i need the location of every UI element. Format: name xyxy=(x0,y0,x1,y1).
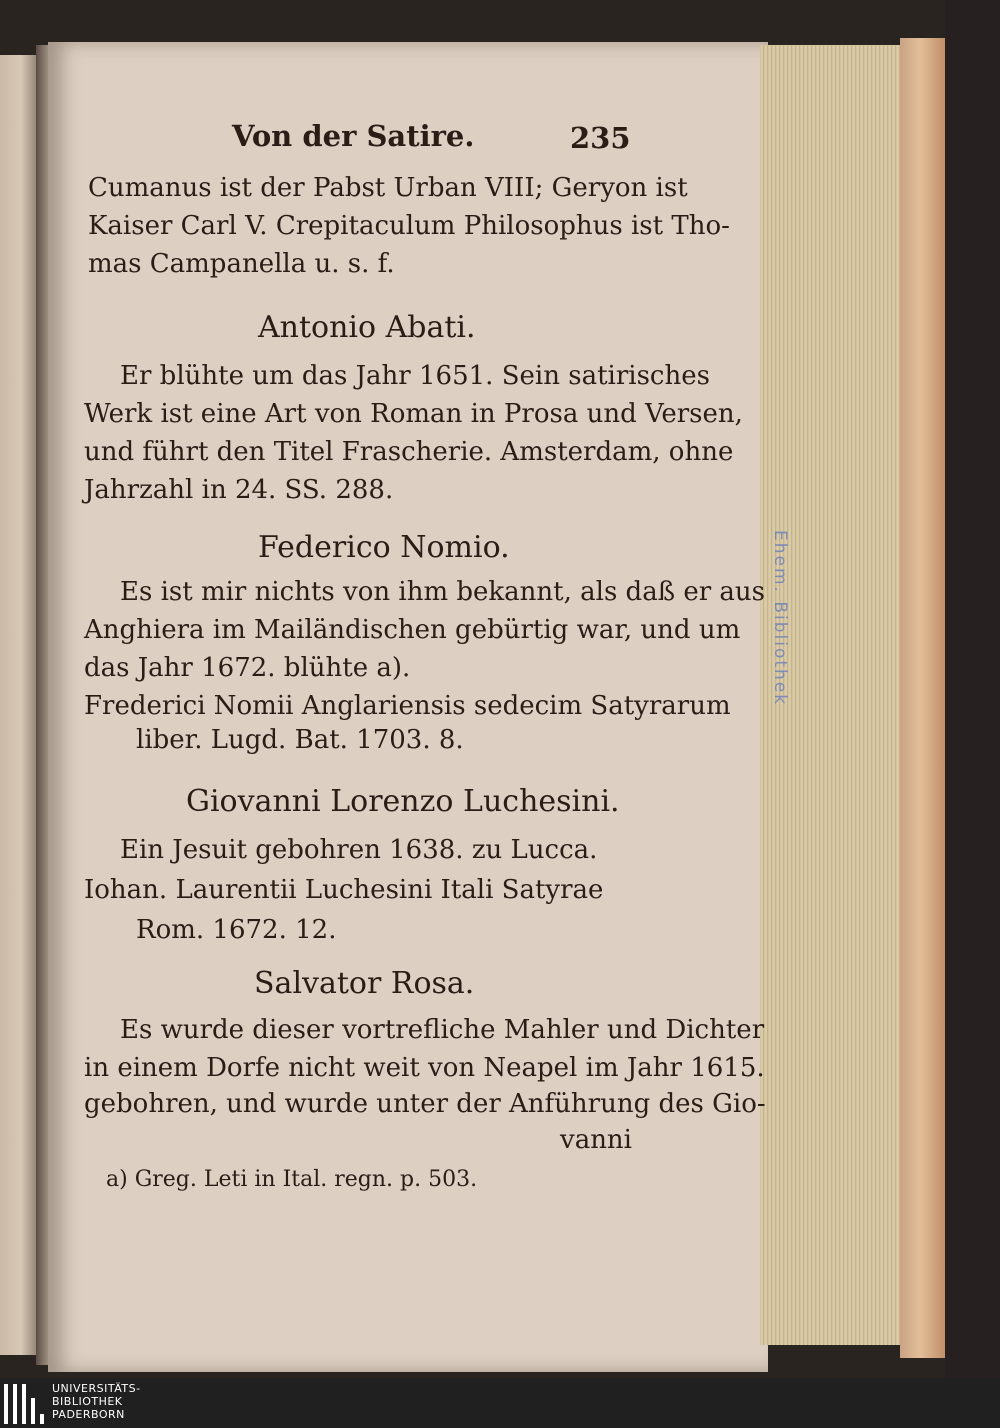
library-logo-icon xyxy=(4,1384,44,1424)
paragraph-line: Es wurde dieser vortrefliche Mahler und Dichter xyxy=(120,1015,765,1045)
paragraph-line: Kaiser Carl V. Crepitaculum Philosophus ist Tho- xyxy=(88,211,730,241)
paragraph-line: Es ist mir nichts von ihm bekannt, als daß er aus xyxy=(120,577,765,607)
paragraph-line: Cumanus ist der Pabst Urban VIII; Geryon ist xyxy=(88,173,688,203)
paragraph-line: Er blühte um das Jahr 1651. Sein satirisches xyxy=(120,361,710,391)
running-head: Von der Satire. xyxy=(232,119,475,153)
section-heading: Salvator Rosa. xyxy=(254,966,475,1001)
citation-line: liber. Lugd. Bat. 1703. 8. xyxy=(136,725,464,755)
citation-line: Iohan. Laurentii Luchesini Itali Satyrae xyxy=(84,875,604,905)
paragraph-line: das Jahr 1672. blühte a). xyxy=(84,653,411,683)
citation-line: Frederici Nomii Anglariensis sedecim Satyrarum xyxy=(84,691,731,721)
page-number: 235 xyxy=(570,121,631,155)
logo-line: BIBLIOTHEK xyxy=(52,1395,123,1408)
library-logo-text xyxy=(52,1382,141,1421)
logo-line: PADERBORN xyxy=(52,1408,125,1421)
section-heading: Antonio Abati. xyxy=(258,310,476,345)
citation-line: Rom. 1672. 12. xyxy=(136,915,337,945)
library-stamp: Ehem. Bibliothek xyxy=(770,530,790,707)
paragraph-line: Anghiera im Mailändischen gebürtig war, und um xyxy=(84,615,741,645)
footer-bar xyxy=(0,1378,1000,1428)
section-heading: Federico Nomio. xyxy=(258,530,510,565)
catchword: vanni xyxy=(560,1125,632,1155)
paragraph-line: in einem Dorfe nicht weit von Neapel im Jahr 1615. xyxy=(84,1053,765,1083)
paragraph-line: Werk ist eine Art von Roman in Prosa und Versen, xyxy=(84,399,743,429)
footnote: a) Greg. Leti in Ital. regn. p. 503. xyxy=(106,1167,478,1192)
paragraph-line: und führt den Titel Frascherie. Amsterdam, ohne xyxy=(84,437,734,467)
paragraph-line: mas Campanella u. s. f. xyxy=(88,249,395,279)
paragraph-line: Jahrzahl in 24. SS. 288. xyxy=(84,475,394,505)
logo-line: UNIVERSITÄTS- xyxy=(52,1382,141,1395)
section-heading: Giovanni Lorenzo Luchesini. xyxy=(186,784,620,819)
paragraph-line: Ein Jesuit gebohren 1638. zu Lucca. xyxy=(120,835,598,865)
paragraph-line: gebohren, und wurde unter der Anführung des Gio- xyxy=(84,1089,766,1119)
